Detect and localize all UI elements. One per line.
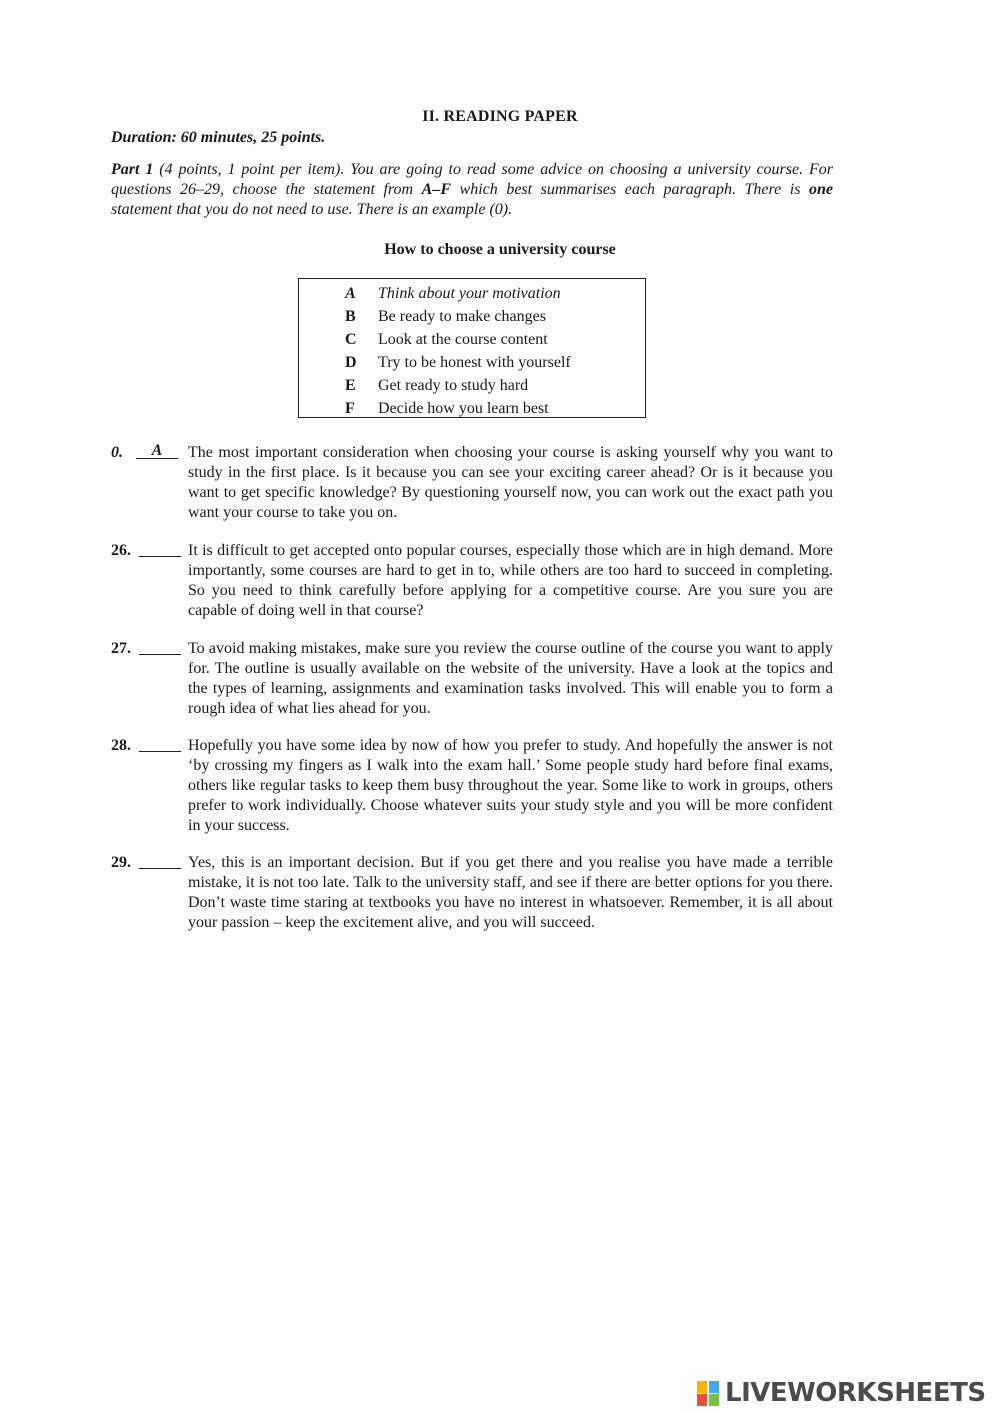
option-d: [299, 351, 645, 374]
section-heading: How to choose a university course: [384, 241, 616, 258]
logo-square: [709, 1394, 719, 1406]
option-f: [299, 397, 645, 420]
option-letter: B: [345, 308, 356, 325]
option-letter: A: [345, 285, 356, 302]
option-text: Try to be honest with yourself: [378, 354, 571, 371]
question-text: Yes, this is an important decision. But if you get there and you realise you have made a terrible mistake, it is not too late. Talk to the university staff, and see if there are better options for you there. Don’t waste time staring at textbooks you have no interest in whatsoever. Remember, it is all about your passion – keep the excitement alive, and you will succeed.: [188, 854, 833, 931]
question-number: 26.: [111, 542, 131, 559]
liveworksheets-logo: [697, 1378, 986, 1408]
question-number: 29.: [111, 854, 131, 871]
option-b: [299, 305, 645, 328]
question-number: 28.: [111, 737, 131, 754]
question-text: The most important consideration when choosing your course is asking yourself why you want to study in the first place. Is it because you can see your exciting career ahead? Or is it because you want to get specific knowledge? By questioning yourself now, you can work out the exact path you want your course to take you on.: [188, 444, 833, 521]
question-29: [111, 853, 833, 933]
part-label: Part 1: [111, 161, 154, 178]
options-box: [298, 278, 646, 418]
question-0: [111, 443, 833, 523]
option-text: Get ready to study hard: [378, 377, 529, 394]
option-text: Think about your motivation: [378, 285, 561, 302]
logo-square: [697, 1394, 707, 1406]
instructions-text-3: statement that you do not need to use. There is an example (0).: [111, 201, 513, 218]
page-title: II. READING PAPER: [422, 108, 578, 125]
question-number: 0.: [111, 444, 123, 461]
option-letter: D: [345, 354, 357, 371]
duration: Duration: 60 minutes, 25 points.: [111, 129, 326, 146]
instructions-text-2: which best summarises each paragraph. There is: [451, 181, 809, 198]
option-text: Decide how you learn best: [378, 400, 549, 417]
option-c: [299, 328, 645, 351]
one-label: one: [809, 181, 833, 198]
question-27: [111, 639, 833, 719]
option-letter: E: [345, 377, 356, 394]
option-text: Look at the course content: [378, 331, 548, 348]
option-letter: F: [345, 400, 355, 417]
question-26: [111, 541, 833, 621]
option-e: [299, 374, 645, 397]
range-label: A–F: [421, 181, 451, 198]
liveworksheets-icon: [697, 1379, 721, 1407]
answer-blank[interactable]: [139, 541, 181, 557]
logo-square: [709, 1381, 719, 1393]
option-letter: C: [345, 331, 357, 348]
question-28: [111, 736, 833, 836]
question-text: Hopefully you have some idea by now of how you prefer to study. And hopefully the answer is not ‘by crossing my fingers as I walk into the exam hall.’ Some people study hard before final exams, others like regular tasks to keep them busy throughout the year. Some like to work in groups, others prefer to work individually. Choose whatever suits your study style and you will be more confident in your success.: [188, 737, 833, 834]
question-text: To avoid making mistakes, make sure you review the course outline of the course you want to apply for. The outline is usually available on the website of the university. Have a look at the topics and the types of learning, assignments and examination tasks involved. This will enable you to form a rough idea of what lies ahead for you.: [188, 640, 833, 717]
option-text: Be ready to make changes: [378, 308, 546, 325]
question-number: 27.: [111, 640, 131, 657]
answer-blank[interactable]: [139, 639, 181, 655]
liveworksheets-wordmark: LIVEWORKSHEETS: [725, 1378, 986, 1408]
logo-square: [697, 1381, 707, 1393]
answer-blank[interactable]: [139, 853, 181, 869]
instructions: [111, 160, 833, 220]
instructions-text-1: (4 points, 1 point per item). You are going to read some advice on choosing a university course. For questions 26–29, choose the statement from: [111, 161, 834, 198]
answer-blank[interactable]: [139, 736, 181, 752]
question-text: It is difficult to get accepted onto popular courses, especially those which are in high demand. More importantly, some courses are hard to get in to, while others are too hard to succeed in completing. So you need to think carefully before applying for a competitive course. Are you sure you are capable of doing well in that course?: [188, 542, 833, 619]
answer-blank[interactable]: A: [136, 443, 178, 459]
option-a: [299, 282, 645, 305]
